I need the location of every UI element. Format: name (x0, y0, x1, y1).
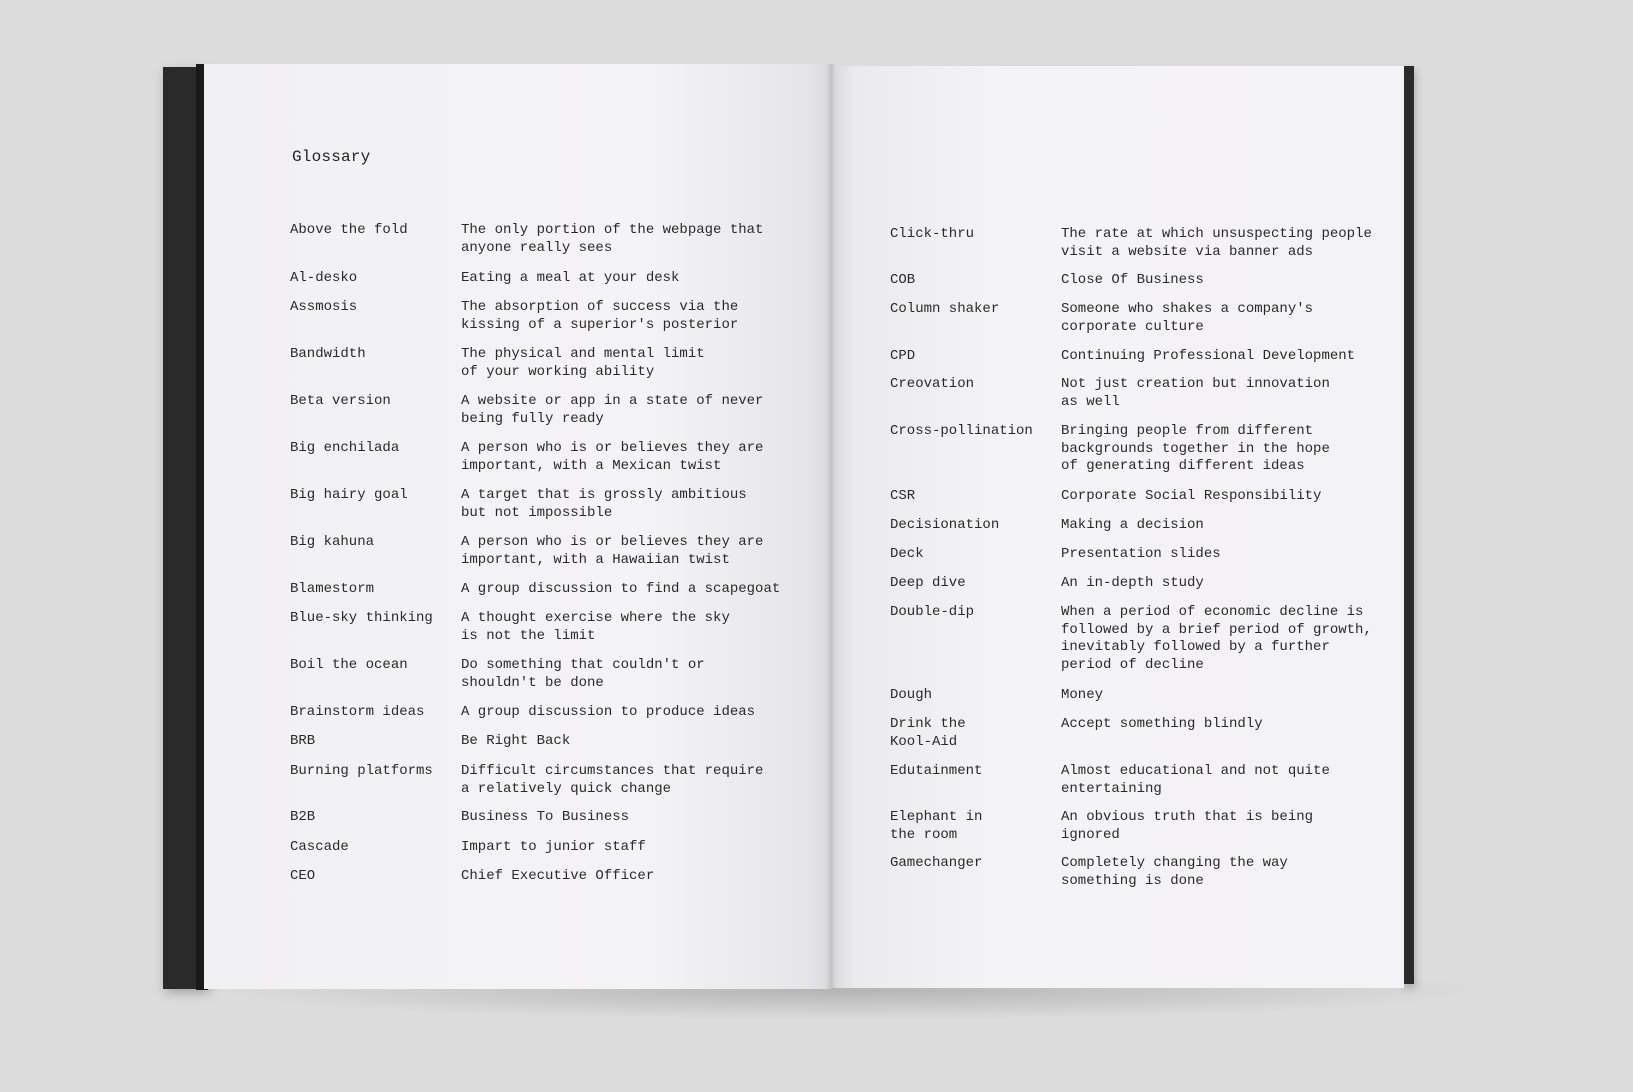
glossary-entry (290, 534, 810, 581)
glossary-term: Blamestorm (290, 581, 375, 597)
glossary-term: Click-thru (890, 226, 975, 242)
glossary-term: Beta version (290, 393, 391, 409)
glossary-definition: Be Right Back (461, 733, 571, 749)
glossary-definition: A group discussion to produce ideas (461, 704, 756, 720)
glossary-definition: Bringing people from different backgrounds together in the hope of generating different ideas (1061, 423, 1330, 474)
glossary-term: Gamechanger (890, 855, 983, 871)
glossary-entry (890, 716, 1390, 763)
glossary-term: Column shaker (890, 301, 1000, 317)
glossary-term: Blue-sky thinking (290, 610, 433, 626)
glossary-definition: Eating a meal at your desk (461, 270, 680, 286)
glossary-list-left (290, 222, 810, 897)
glossary-entry (890, 763, 1390, 809)
glossary-term: CSR (890, 488, 916, 504)
glossary-entry (890, 604, 1390, 687)
glossary-definition: Close Of Business (1061, 272, 1204, 288)
glossary-term: COB (890, 272, 916, 288)
glossary-term: B2B (290, 809, 316, 825)
glossary-term: Assmosis (290, 299, 358, 315)
glossary-entry (290, 809, 810, 839)
glossary-term: Creovation (890, 376, 975, 392)
glossary-entry (290, 763, 810, 809)
glossary-term: Cross-pollination (890, 423, 1033, 439)
book-gutter (826, 64, 836, 989)
glossary-entry (290, 440, 810, 487)
glossary-entry (290, 704, 810, 733)
glossary-entry (290, 393, 810, 440)
glossary-entry (290, 299, 810, 346)
glossary-definition: The only portion of the webpage that anyone really sees (461, 222, 764, 256)
glossary-definition: Not just creation but innovation as well (1061, 376, 1330, 410)
glossary-term: Deep dive (890, 575, 966, 591)
glossary-term: Dough (890, 687, 933, 703)
glossary-term: Big hairy goal (290, 487, 408, 503)
glossary-entry (890, 809, 1390, 855)
glossary-term: Edutainment (890, 763, 983, 779)
glossary-term: Boil the ocean (290, 657, 408, 673)
glossary-definition: A person who is or believes they are important, with a Hawaiian twist (461, 534, 764, 568)
glossary-entry (290, 610, 810, 657)
glossary-definition: A website or app in a state of never being fully ready (461, 393, 764, 427)
glossary-term: Bandwidth (290, 346, 366, 362)
glossary-definition: Difficult circumstances that require a relatively quick change (461, 763, 764, 797)
glossary-definition: Impart to junior staff (461, 839, 646, 855)
glossary-entry (290, 839, 810, 868)
glossary-definition: Presentation slides (1061, 546, 1221, 562)
glossary-term: Big enchilada (290, 440, 400, 456)
glossary-entry (290, 346, 810, 393)
glossary-term: Elephant in the room (890, 809, 983, 843)
glossary-definition: An in-depth study (1061, 575, 1204, 591)
glossary-term: Drink the Kool-Aid (890, 716, 966, 750)
glossary-definition: Business To Business (461, 809, 630, 825)
glossary-term: Decisionation (890, 517, 1000, 533)
glossary-definition: The absorption of success via the kissing of a superior's posterior (461, 299, 739, 333)
glossary-definition: An obvious truth that is being ignored (1061, 809, 1314, 843)
glossary-entry (890, 301, 1390, 348)
glossary-entry (890, 423, 1390, 488)
glossary-definition: Corporate Social Responsibility (1061, 488, 1322, 504)
glossary-definition: A thought exercise where the sky is not the limit (461, 610, 730, 644)
glossary-definition: Almost educational and not quite entertaining (1061, 763, 1330, 797)
glossary-definition: Accept something blindly (1061, 716, 1263, 732)
page-title: Glossary (292, 148, 371, 166)
glossary-term: Cascade (290, 839, 349, 855)
glossary-entry (890, 517, 1390, 546)
glossary-entry (890, 272, 1390, 301)
glossary-term: Double-dip (890, 604, 975, 620)
glossary-entry (290, 581, 810, 610)
glossary-term: CPD (890, 348, 916, 364)
glossary-definition: Continuing Professional Development (1061, 348, 1356, 364)
glossary-term: Big kahuna (290, 534, 375, 550)
glossary-definition: Completely changing the way something is done (1061, 855, 1288, 889)
glossary-entry (290, 733, 810, 763)
glossary-definition: Money (1061, 687, 1104, 703)
glossary-term: Above the fold (290, 222, 408, 238)
glossary-term: Burning platforms (290, 763, 433, 779)
glossary-list-right (890, 226, 1390, 895)
glossary-definition: Someone who shakes a company's corporate culture (1061, 301, 1314, 335)
glossary-term: Brainstorm ideas (290, 704, 425, 720)
glossary-entry (890, 226, 1390, 272)
glossary-definition: A target that is grossly ambitious but not impossible (461, 487, 747, 521)
glossary-entry (890, 376, 1390, 423)
glossary-definition: Do something that couldn't or shouldn't be done (461, 657, 705, 691)
glossary-definition: A person who is or believes they are important, with a Mexican twist (461, 440, 764, 474)
glossary-term: CEO (290, 868, 316, 884)
glossary-definition: A group discussion to find a scapegoat (461, 581, 781, 597)
glossary-entry (890, 575, 1390, 604)
glossary-entry (290, 868, 810, 897)
glossary-entry (290, 270, 810, 299)
glossary-entry (890, 348, 1390, 376)
glossary-definition: Making a decision (1061, 517, 1204, 533)
glossary-term: Deck (890, 546, 924, 562)
glossary-term: BRB (290, 733, 316, 749)
glossary-entry (890, 488, 1390, 517)
glossary-entry (890, 546, 1390, 575)
glossary-entry (290, 487, 810, 534)
glossary-definition: Chief Executive Officer (461, 868, 655, 884)
glossary-term: Al-desko (290, 270, 358, 286)
glossary-definition: The physical and mental limit of your working ability (461, 346, 705, 380)
glossary-entry (290, 222, 810, 270)
glossary-definition: When a period of economic decline is followed by a brief period of growth, inevitably followed by a further period of decline (1061, 604, 1372, 673)
glossary-entry (290, 657, 810, 704)
glossary-definition: The rate at which unsuspecting people visit a website via banner ads (1061, 226, 1372, 260)
glossary-entry (890, 687, 1390, 716)
glossary-entry (890, 855, 1390, 895)
